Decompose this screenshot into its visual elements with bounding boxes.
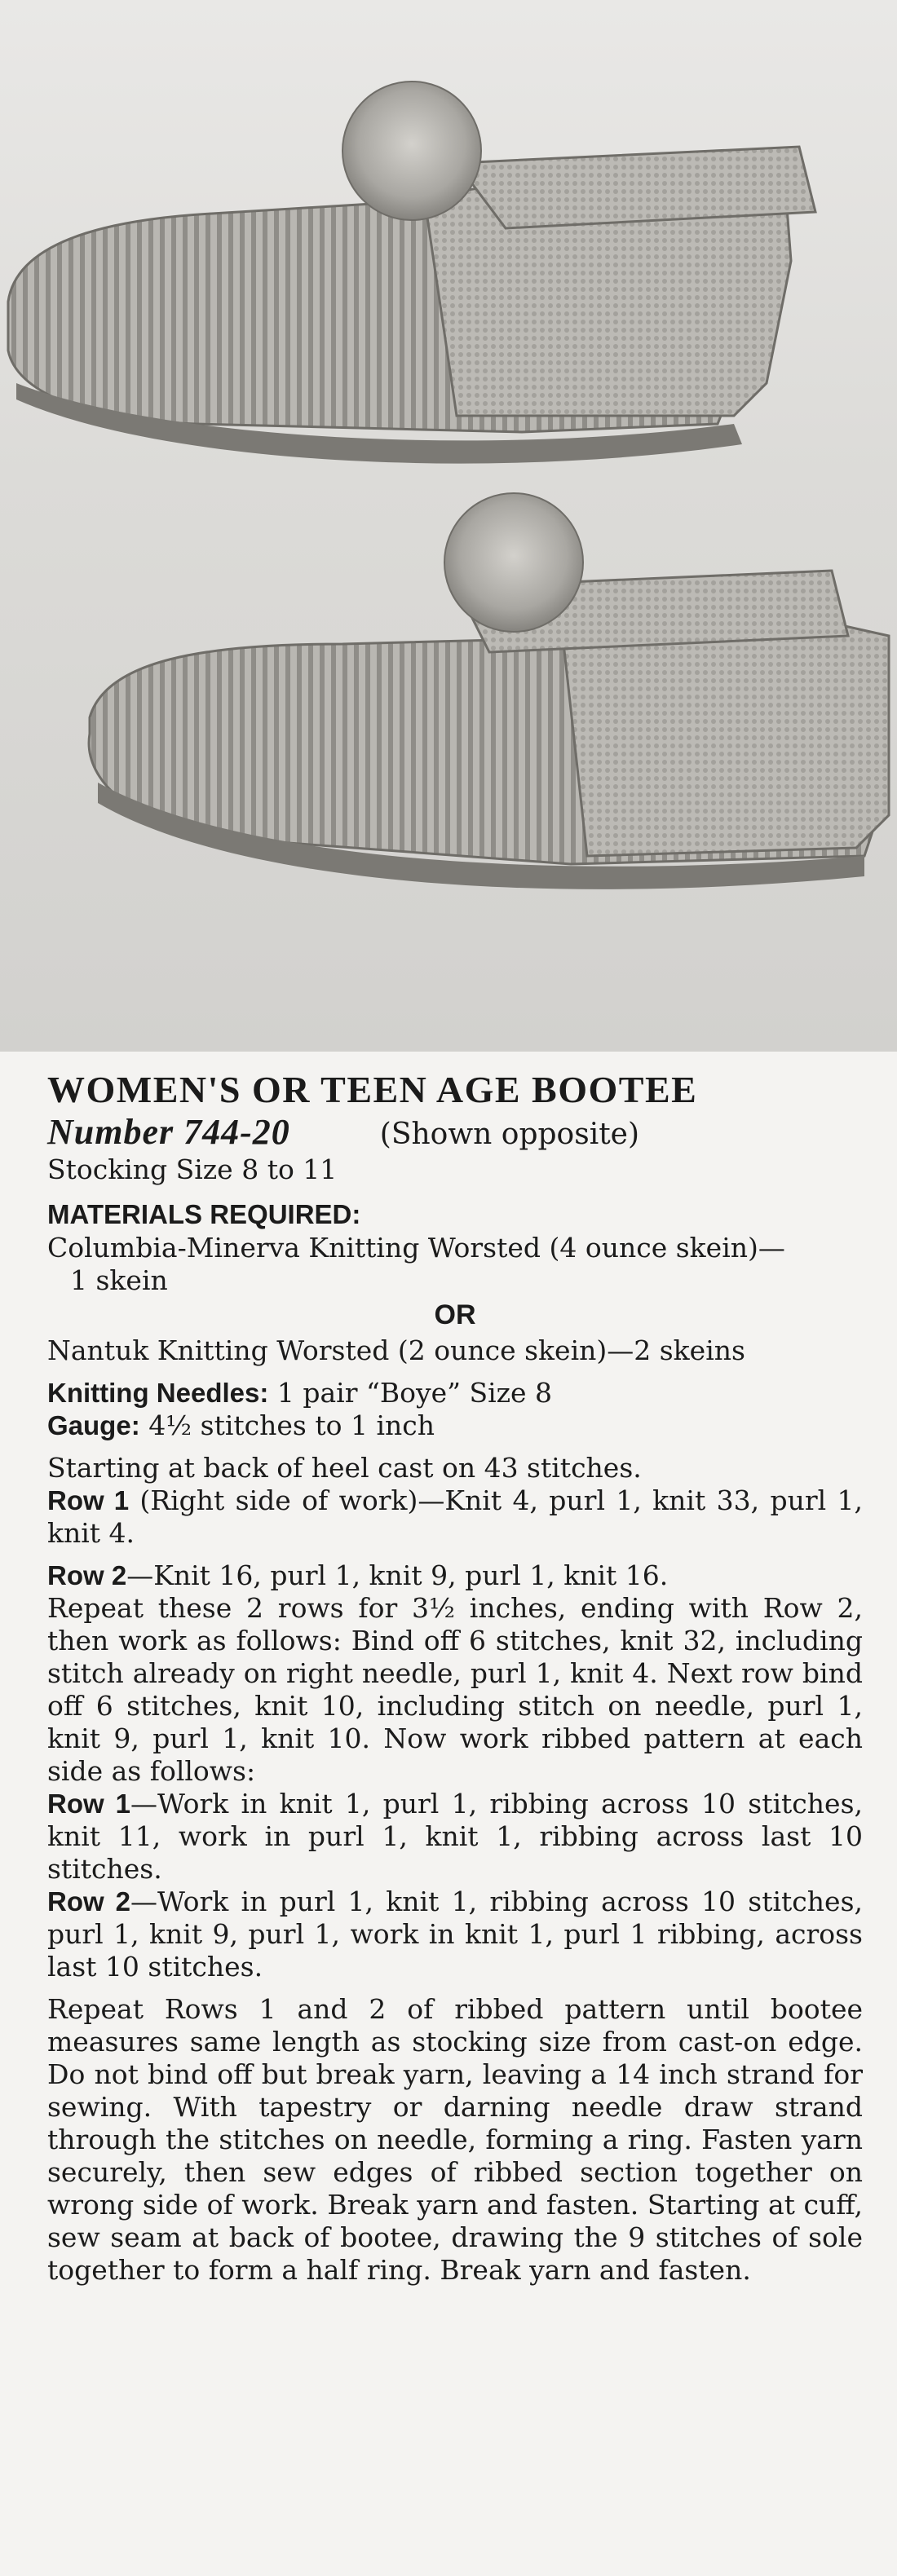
material-1 xyxy=(47,1232,863,1264)
row-1 xyxy=(47,1484,863,1550)
lower-bootee xyxy=(89,493,889,889)
gauge xyxy=(47,1409,863,1442)
repeat-instructions: Repeat these 2 rows for 3½ inches, ending with Row 2, then work as follows: Bind off 6 stitches, knit 32, including stitch already on right needle, purl 1, knit 4. Next row bind off 6 stitches, knit 10, including stitch on needle, purl 1, knit 9, purl 1, knit 10. Now work ribbed pattern at each side as follows: xyxy=(47,1592,863,1787)
materials-heading: MATERIALS REQUIRED: xyxy=(47,1199,361,1229)
row-2-text: —Knit 16, purl 1, knit 9, purl 1, knit 16. xyxy=(126,1559,669,1591)
material-1-line: Columbia-Minerva Knitting Worsted (4 ounce skein)— xyxy=(47,1232,785,1264)
finishing-instructions: Repeat Rows 1 and 2 of ribbed pattern until bootee measures same length as stocking size from cast-on edge. Do not bind off but break yarn, leaving a 14 inch strand for sewing. With tapestry or darning needle draw strand through the stitches on needle, forming a ring. Fasten yarn securely, then sew edges of ribbed section together on wrong side of work. Break yarn and fasten. Starting at cuff, sew seam at back of bootee, drawing the 9 stitches of sole together to form a half ring. Break yarn and fasten. xyxy=(47,1993,863,2286)
needles-value: 1 pair “Boye” Size 8 xyxy=(276,1377,553,1409)
material-2: Nantuk Knitting Worsted (2 ounce skein)—2 skeins xyxy=(47,1334,745,1366)
gauge-value: 4½ stitches to 1 inch xyxy=(148,1409,435,1441)
bootee-photo xyxy=(0,0,897,1052)
rib-row-1-text: —Work in knit 1, purl 1, ribbing across 10 stitches, knit 11, work in purl 1, knit 1, ribbing across last 10 stitches. xyxy=(47,1788,863,1885)
rib-row-1-label: Row 1 xyxy=(47,1789,130,1819)
rib-row-2-label: Row 2 xyxy=(47,1886,130,1917)
rib-row-1 xyxy=(47,1788,863,1886)
or-divider: OR xyxy=(434,1299,476,1330)
rib-row-2 xyxy=(47,1886,863,1983)
pattern-title: WOMEN'S OR TEEN AGE BOOTEE xyxy=(47,1069,698,1110)
material-1-qty: 1 skein xyxy=(70,1264,168,1296)
bootee-illustration xyxy=(0,0,897,1052)
needles-label: Knitting Needles: xyxy=(47,1378,269,1408)
pattern-number: Number 744-20 xyxy=(47,1112,290,1152)
needles xyxy=(47,1377,863,1409)
shown-note: (Shown opposite) xyxy=(379,1118,640,1151)
cast-on: Starting at back of heel cast on 43 stitches. xyxy=(47,1452,642,1484)
number-line xyxy=(47,1114,863,1153)
upper-bootee xyxy=(8,82,815,464)
pattern-text xyxy=(47,1068,863,2287)
rib-row-2-text: —Work in purl 1, knit 1, ribbing across 10 stitches, purl 1, knit 9, purl 1, work in knit 1, purl 1 ribbing, across last 10 stitches. xyxy=(47,1886,863,1983)
row-1-text: (Right side of work)—Knit 4, purl 1, knit 33, purl 1, knit 4. xyxy=(47,1484,863,1549)
row-2 xyxy=(47,1559,863,1592)
gauge-label: Gauge: xyxy=(47,1410,140,1440)
row-2-label: Row 2 xyxy=(47,1560,127,1590)
row-1-label: Row 1 xyxy=(47,1485,130,1515)
stocking-size: Stocking Size 8 to 11 xyxy=(47,1153,338,1185)
